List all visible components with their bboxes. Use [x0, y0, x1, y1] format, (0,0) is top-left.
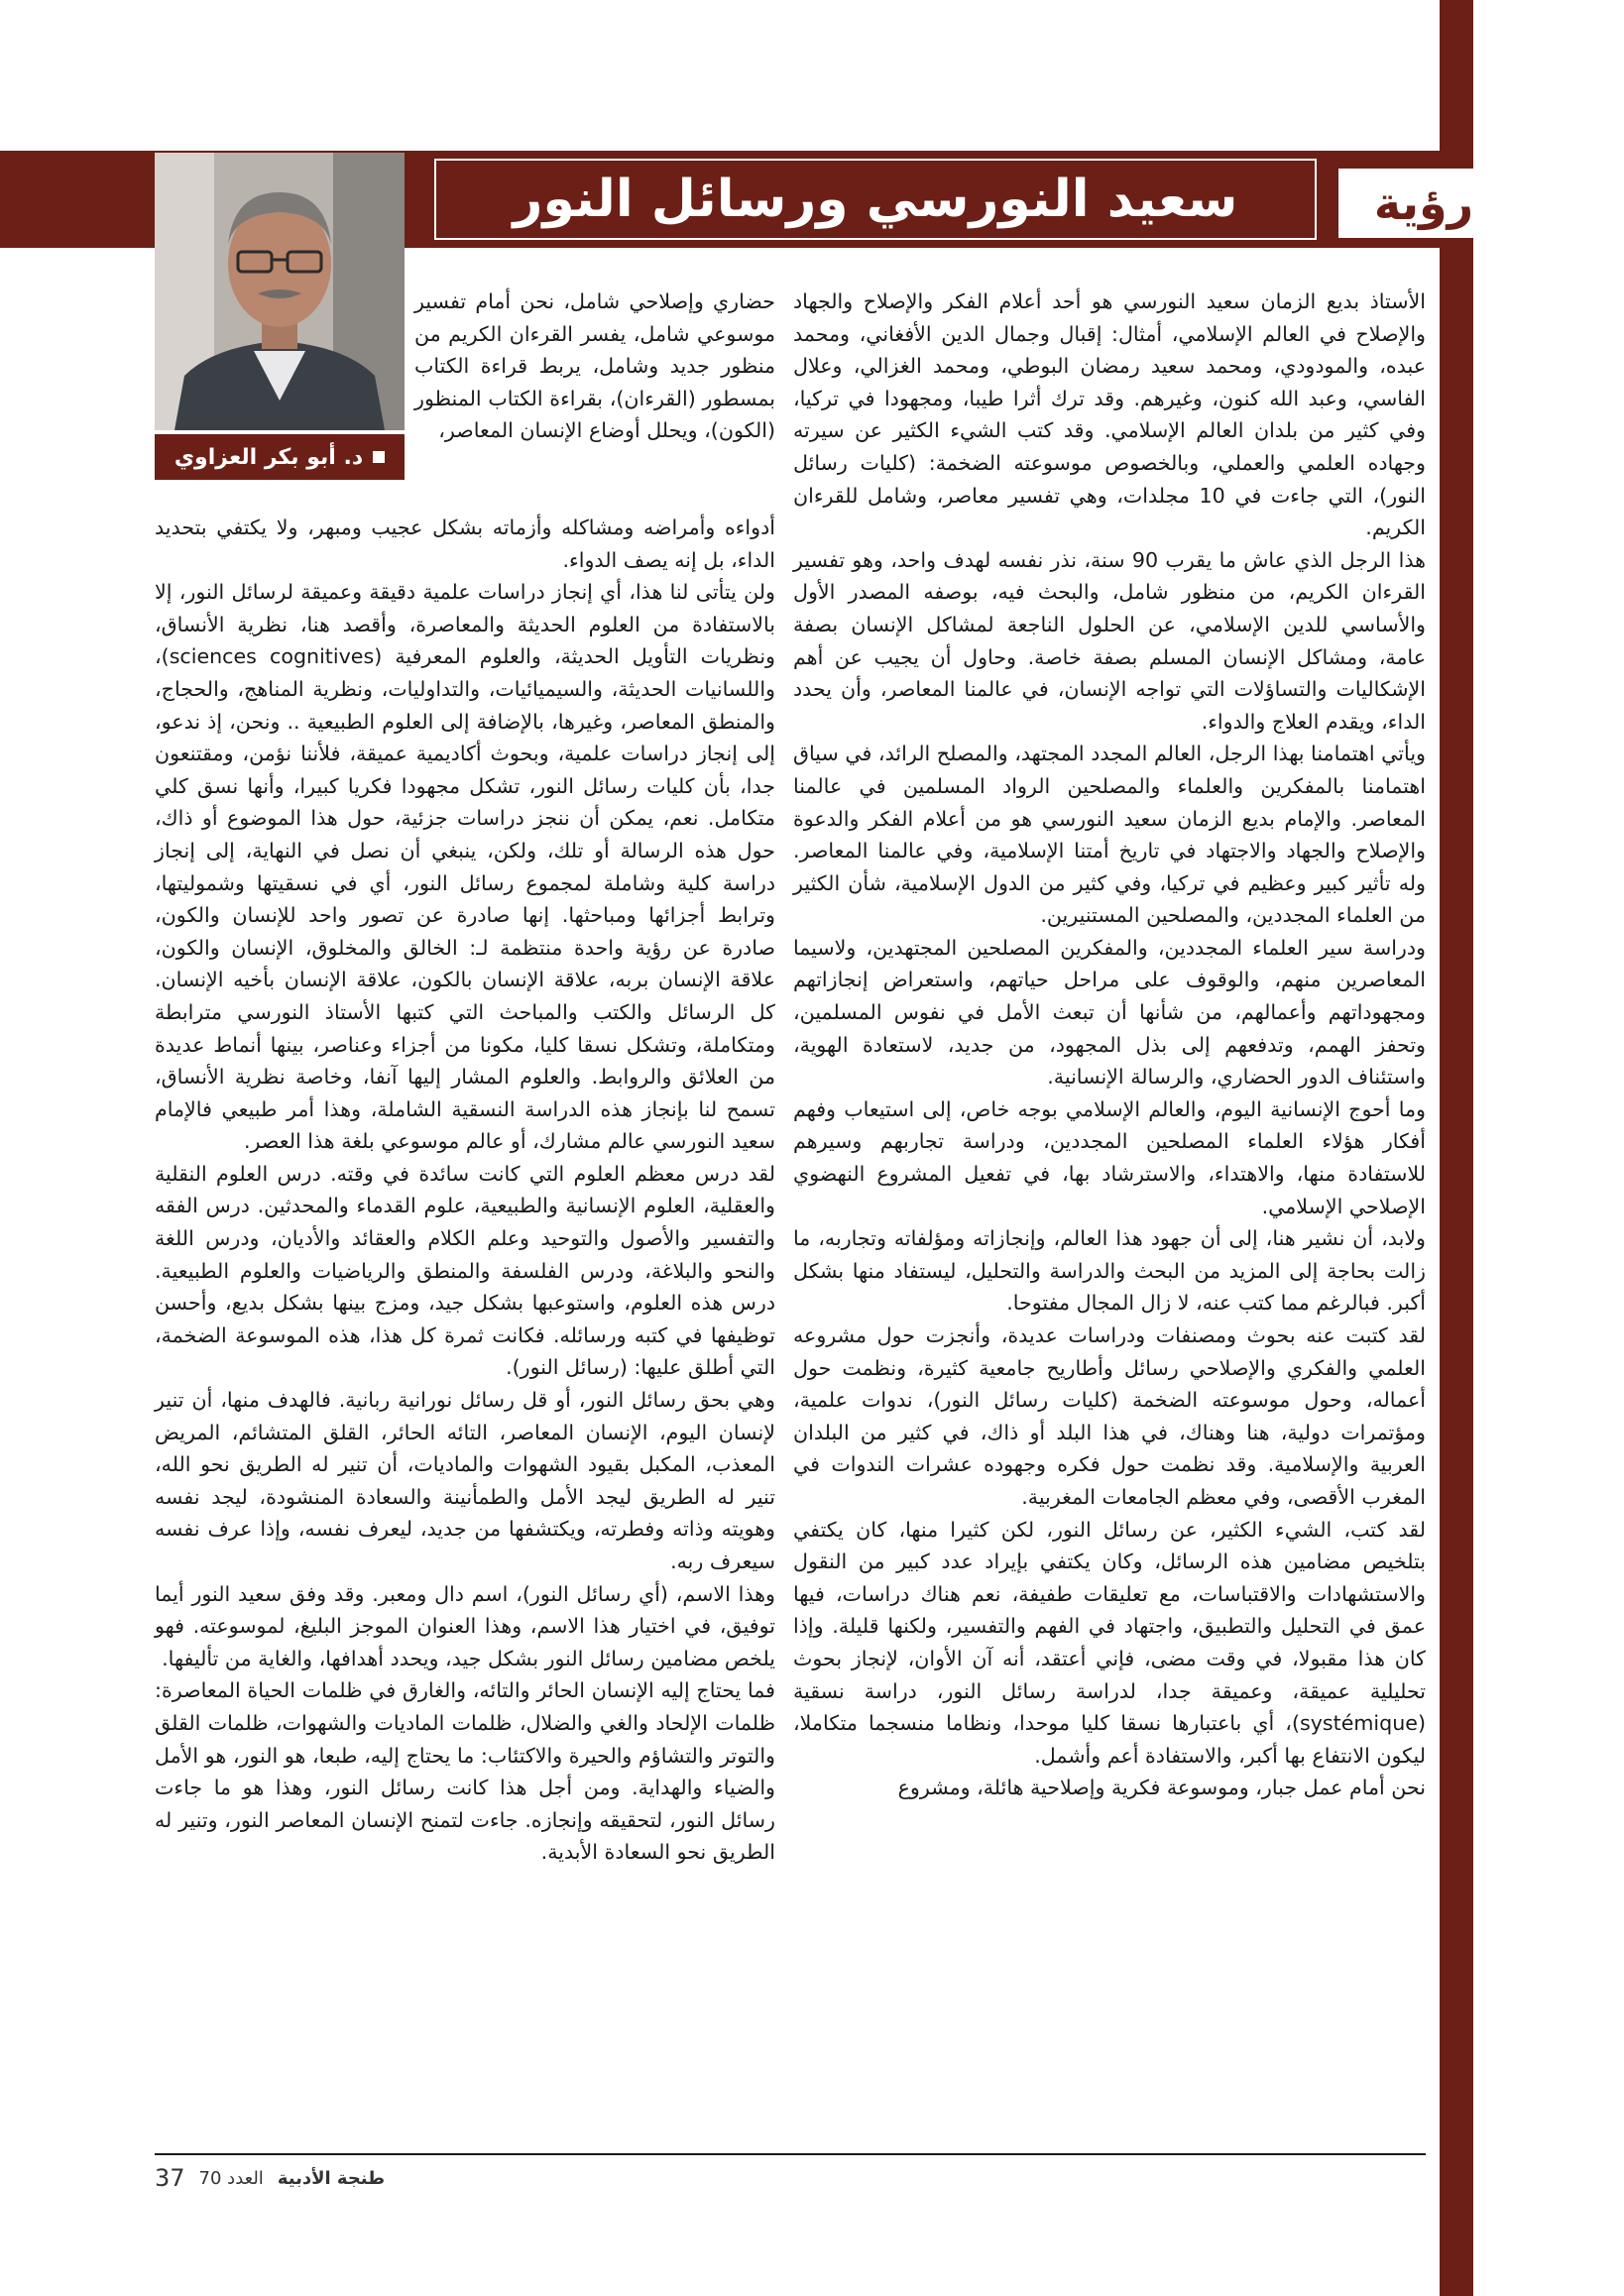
footer-divider	[155, 2153, 1426, 2155]
paragraph: أدواءه وأمراضه ومشاكله وأزماته بشكل عجيب ومبهر، ولا يكتفي بتحديد الداء، بل إنه يصف الدواء.	[155, 516, 775, 572]
paragraph: ولن يتأتى لنا هذا، أي إنجاز دراسات علمية دقيقة وعميقة لرسائل النور، إلا بالاستفادة من العلوم الحديثة والمعاصرة، وأقصد هنا، نظرية الأنساق، ونظريات التأويل الحديثة، والعلوم المعرفية (sciences cognitives)، واللسانيات الحديثة، والسيميائيات، والتداوليات، ونظرية المناهج، والحجاج، والمنطق المعاصر، وغيرها، بالإضافة إلى العلوم الطبيعية .. ونحن، إذ ندعو، إلى إنجاز دراسات علمية، وبحوث أكاديمية عميقة، فلأننا نؤمن، ومقتنعون جدا، بأن كليات رسائل النور، تشكل مجهودا فكريا كبيرا، وأنها نسق كلي متكامل. نعم، يمكن أن ننجز دراسات جزئية، حول هذا الموضوع أو ذاك، حول هذه الرسالة أو تلك، ولكن، ينبغي أن نصل في النهاية، إلى إنجاز دراسة كلية وشاملة لمجموع رسائل النور، أي في نسقيتها وشموليتها، وترابط أجزائها ومباحثها. إنها صادرة عن تصور واحد للإنسان والكون، صادرة عن رؤية واحدة منتظمة لـ: الخالق والمخلوق، الإنسان والكون، علاقة الإنسان بربه، علاقة الإنسان بالكون، علاقة الإنسان بأخيه الإنسان. كل الرسائل والكتب والمباحث التي كتبها الأستاذ النورسي مترابطة ومتكاملة، وتشكل نسقا كليا، مكونا من أجزاء وعناصر، بينها أنماط عديدة من العلائق والروابط. والعلوم المشار إليها آنفا، وخاصة نظرية الأنساق، تسمح لنا بإنجاز هذه الدراسة النسقية الشاملة، وهذا أمر طبيعي فالإمام سعيد النورسي عالم مشارك، أو عالم موسوعي بلغة هذا العصر.	[155, 580, 776, 1154]
author-photo	[155, 153, 405, 430]
page-footer	[155, 2163, 385, 2193]
paragraph: ولابد، أن نشير هنا، إلى أن جهود هذا العالم، وإنجازاته ومؤلفاته وتجاربه، ما زالت بحاجة إلى المزيد من البحث والدراسة والتحليل، ليستفاد منها بشكل أكبر. فبالرغم مما كتب عنه، لا زال المجال مفتوحا.	[793, 1226, 1426, 1316]
publication-name: طنجة الأدبية	[277, 2167, 386, 2189]
issue-number: العدد 70	[198, 2167, 264, 2189]
paragraph: ويأتي اهتمامنا بهذا الرجل، العالم المجدد المجتهد، والمصلح الرائد، في سياق اهتمامنا بالمفكرين والعلماء والمصلحين الرواد المسلمين في عالمنا المعاصر. والإمام بديع الزمان سعيد النورسي هو من أعلام الفكر والدعوة والإصلاح والجهاد والاجتهاد في تاريخ أمتنا الإسلامية، وفي عالمنا المعاصر. وله تأثير كبير وعظيم في تركيا، وفي كثير من الدول الإسلامية، شأن الكثير من العلماء المجددين، والمصلحين المستنيرين.	[793, 742, 1426, 928]
page-number: 37	[155, 2164, 185, 2192]
paragraph: وهذا الاسم، (أي رسائل النور)، اسم دال ومعبر. وقد وفق سعيد النور أيما توفيق، في اختيار هذا الاسم، وهذا العنوان الموجز البليغ، لموسوعته. فهو يلخص مضامين رسائل النور بشكل جيد، ويحدد أهدافها، والغاية من تأليفها.	[155, 1581, 775, 1670]
paragraph: لقد كتبت عنه بحوث ومصنفات ودراسات عديدة، وأنجزت حول مشروعه العلمي والفكري والإصلاحي رسائل وأطاريح جامعية كثيرة، ونظمت حول أعماله، وحول موسوعته الضخمة (كليات رسائل النور)، ندوات علمية، ومؤتمرات دولية، هنا وهناك، في هذا البلد أو ذاك، في كثير من البلدان العربية والإسلامية. وقد نظمت حول فكره وجهوده عشرات الندوات في المغرب الأقصى، وفي معظم الجامعات المغربية.	[793, 1323, 1426, 1509]
paragraph: فما يحتاج إليه الإنسان الحائر والتائه، والغارق في ظلمات الحياة المعاصرة: ظلمات الإلحاد والغي والضلال، ظلمات الماديات والشهوات، ظلمات القلق والتوتر والتشاؤم والحيرة والاكتئاب: ما يحتاج إليه، طبعا، هو النور، هو الأمل والضياء والهداية. ومن أجل هذا كانت رسائل النور، وهذا هو ما جاءت رسائل النور، لتحقيقه وإنجازه. جاءت لتمنح الإنسان المعاصر النور، وتنير له الطريق نحو السعادة الأبدية.	[155, 1678, 775, 1865]
paragraph: نحن أمام عمل جبار، وموسوعة فكرية وإصلاحية هائلة، ومشروع	[897, 1776, 1426, 1800]
paragraph: وهي بحق رسائل النور، أو قل رسائل نورانية ربانية. فالهدف منها، أن تنير لإنسان اليوم، الإنسان المعاصر، التائه الحائر، القلق المتشائم، المريض المعذب، المكبل بقيود الشهوات والماديات، أن تنير له الطريق نحو الله، تنير له الطريق ليجد الأمل والطمأنينة والسعادة المنشودة، ليجد نفسه وهويته وذاته وفطرته، ويكتشفها من جديد، ليعرف نفسه، وإذا عرف نفسه سيعرف ربه.	[155, 1388, 775, 1573]
article-column-right	[793, 286, 1426, 1804]
paragraph: ودراسة سير العلماء المجددين، والمفكرين المصلحين المجتهدين، ولاسيما المعاصرين منهم، والوقوف على مراحل حياتهم، واستعراض إنجازاتهم ومجهوداتهم وأعمالهم، من شأنها أن تبعث الأمل في نفوس المسلمين، وتحفز الهمم، وتدفعهم إلى بذل المجهود، من جديد، لاستعادة الهوية، واستئناف الدور الحضاري، والرسالة الإنسانية.	[793, 935, 1426, 1090]
section-tag-text: رؤية	[1373, 176, 1474, 230]
article-title	[434, 159, 1317, 240]
paragraph: لقد درس معظم العلوم التي كانت سائدة في وقته. درس العلوم النقلية والعقلية، العلوم الإنسانية والطبيعية، علوم القدماء والمحدثين. درس الفقه والتفسير والأصول والتوحيد وعلم الكلام والعقائد والأديان، ودرس اللغة والنحو والبلاغة، ودرس الفلسفة والمنطق والرياضيات والعلوم الطبيعية. درس هذه العلوم، واستوعبها بشكل جيد، ومزج بينها بشكل بديع، وأحسن توظيفها في كتبه ورسائله. فكانت ثمرة كل هذا، هذه الموسوعة الضخمة، التي أطلق عليها: (رسائل النور).	[155, 1161, 775, 1380]
section-tag	[1338, 169, 1509, 238]
paragraph: لقد كتب، الشيء الكثير، عن رسائل النور، لكن كثيرا منها، كان يكتفي بتلخيص مضامين هذه الرسائل، وكان يكتفي بإيراد عدد كبير من النقول والاستشهادات والاقتباسات، مع تعليقات طفيفة، نعم هناك دراسات، فيها عمق في التحليل والتطبيق، واجتهاد في الفهم والتفسير، ولكنها قليلة. وإذا كان هذا مقبولا، في وقت مضى، فإني أعتقد، أنه آن الأوان، لإنجاز بحوث تحليلية عميقة، وعميقة جدا، لدراسة رسائل النور، دراسة نسقية (systémique)، أي باعتبارها نسقا كليا موحدا، ونظاما منسجما متكاملا، ليكون الانتفاع بها أكبر، والاستفادة أعم وأشمل.	[793, 1517, 1426, 1768]
paragraph: وما أحوج الإنسانية اليوم، والعالم الإسلامي بوجه خاص، إلى استيعاب وفهم أفكار هؤلاء العلماء المصلحين المجددين، ودراسة تجاربهم وسيرهم للاستفادة منها، والاهتداء، والاسترشاد بها، في تفعيل المشروع النهضوي الإصلاحي الإسلامي.	[793, 1096, 1426, 1218]
decorative-side-bar	[1440, 0, 1473, 2296]
paragraph: الأستاذ بديع الزمان سعيد النورسي هو أحد أعلام الفكر والإصلاح والجهاد والإصلاح في العالم الإسلامي، أمثال: إقبال وجمال الدين الأفغاني، ومحمد عبده، والمودودي، ومحمد سعيد رمضان البوطي، ومحمد الغزالي، وعلال الفاسي، وعبد الله كنون، وغيرهم. وقد ترك أثرا طيبا، ومجهودا في تركيا، وفي كثير من بلدان العالم الإسلامي. وقد كتب الشيء الكثير عن سيرته وجهاده العلمي والعملي، وبالخصوص موسوعته الضخمة: (كليات رسائل النور)، التي جاءت في 10 مجلدات، وهي تفسير معاصر، وشامل للقرءان الكريم.	[793, 289, 1426, 540]
author-portrait-illustration	[155, 153, 405, 430]
paragraph: هذا الرجل الذي عاش ما يقرب 90 سنة، نذر نفسه لهدف واحد، وهو تفسير القرءان الكريم، من منظور شامل، والبحث فيه، بوصفه المصدر الأول والأساسي للدين الإسلامي، عن الحلول الناجعة لمشاكل الإنسان بصفة عامة، ومشاكل الإنسان المسلم بصفة خاصة. وحاول أن يجيب عن أهم الإشكاليات والتساؤلات التي تواجه الإنسان، في عالمنا المعاصر، وأن يحدد الداء، ويقدم العلاج والدواء.	[793, 547, 1426, 734]
author-name: د. أبو بكر العزاوي	[174, 444, 364, 470]
author-caption	[155, 434, 405, 480]
article-title-text: سعيد النورسي ورسائل النور	[513, 170, 1238, 229]
paragraph: حضاري وإصلاحي شامل، نحن أمام تفسير موسوعي شامل، يفسر القرءان الكريم من منظور جديد وشامل، يربط قراءة الكتاب بمسطور (القرءان)، بقراءة الكتاب المنظور (الكون)، ويحلل أوضاع الإنسان المعاصر،	[414, 289, 775, 443]
article-column-left	[155, 512, 775, 1869]
bullet-square-icon	[373, 451, 385, 463]
article-column-left-top	[414, 286, 775, 447]
